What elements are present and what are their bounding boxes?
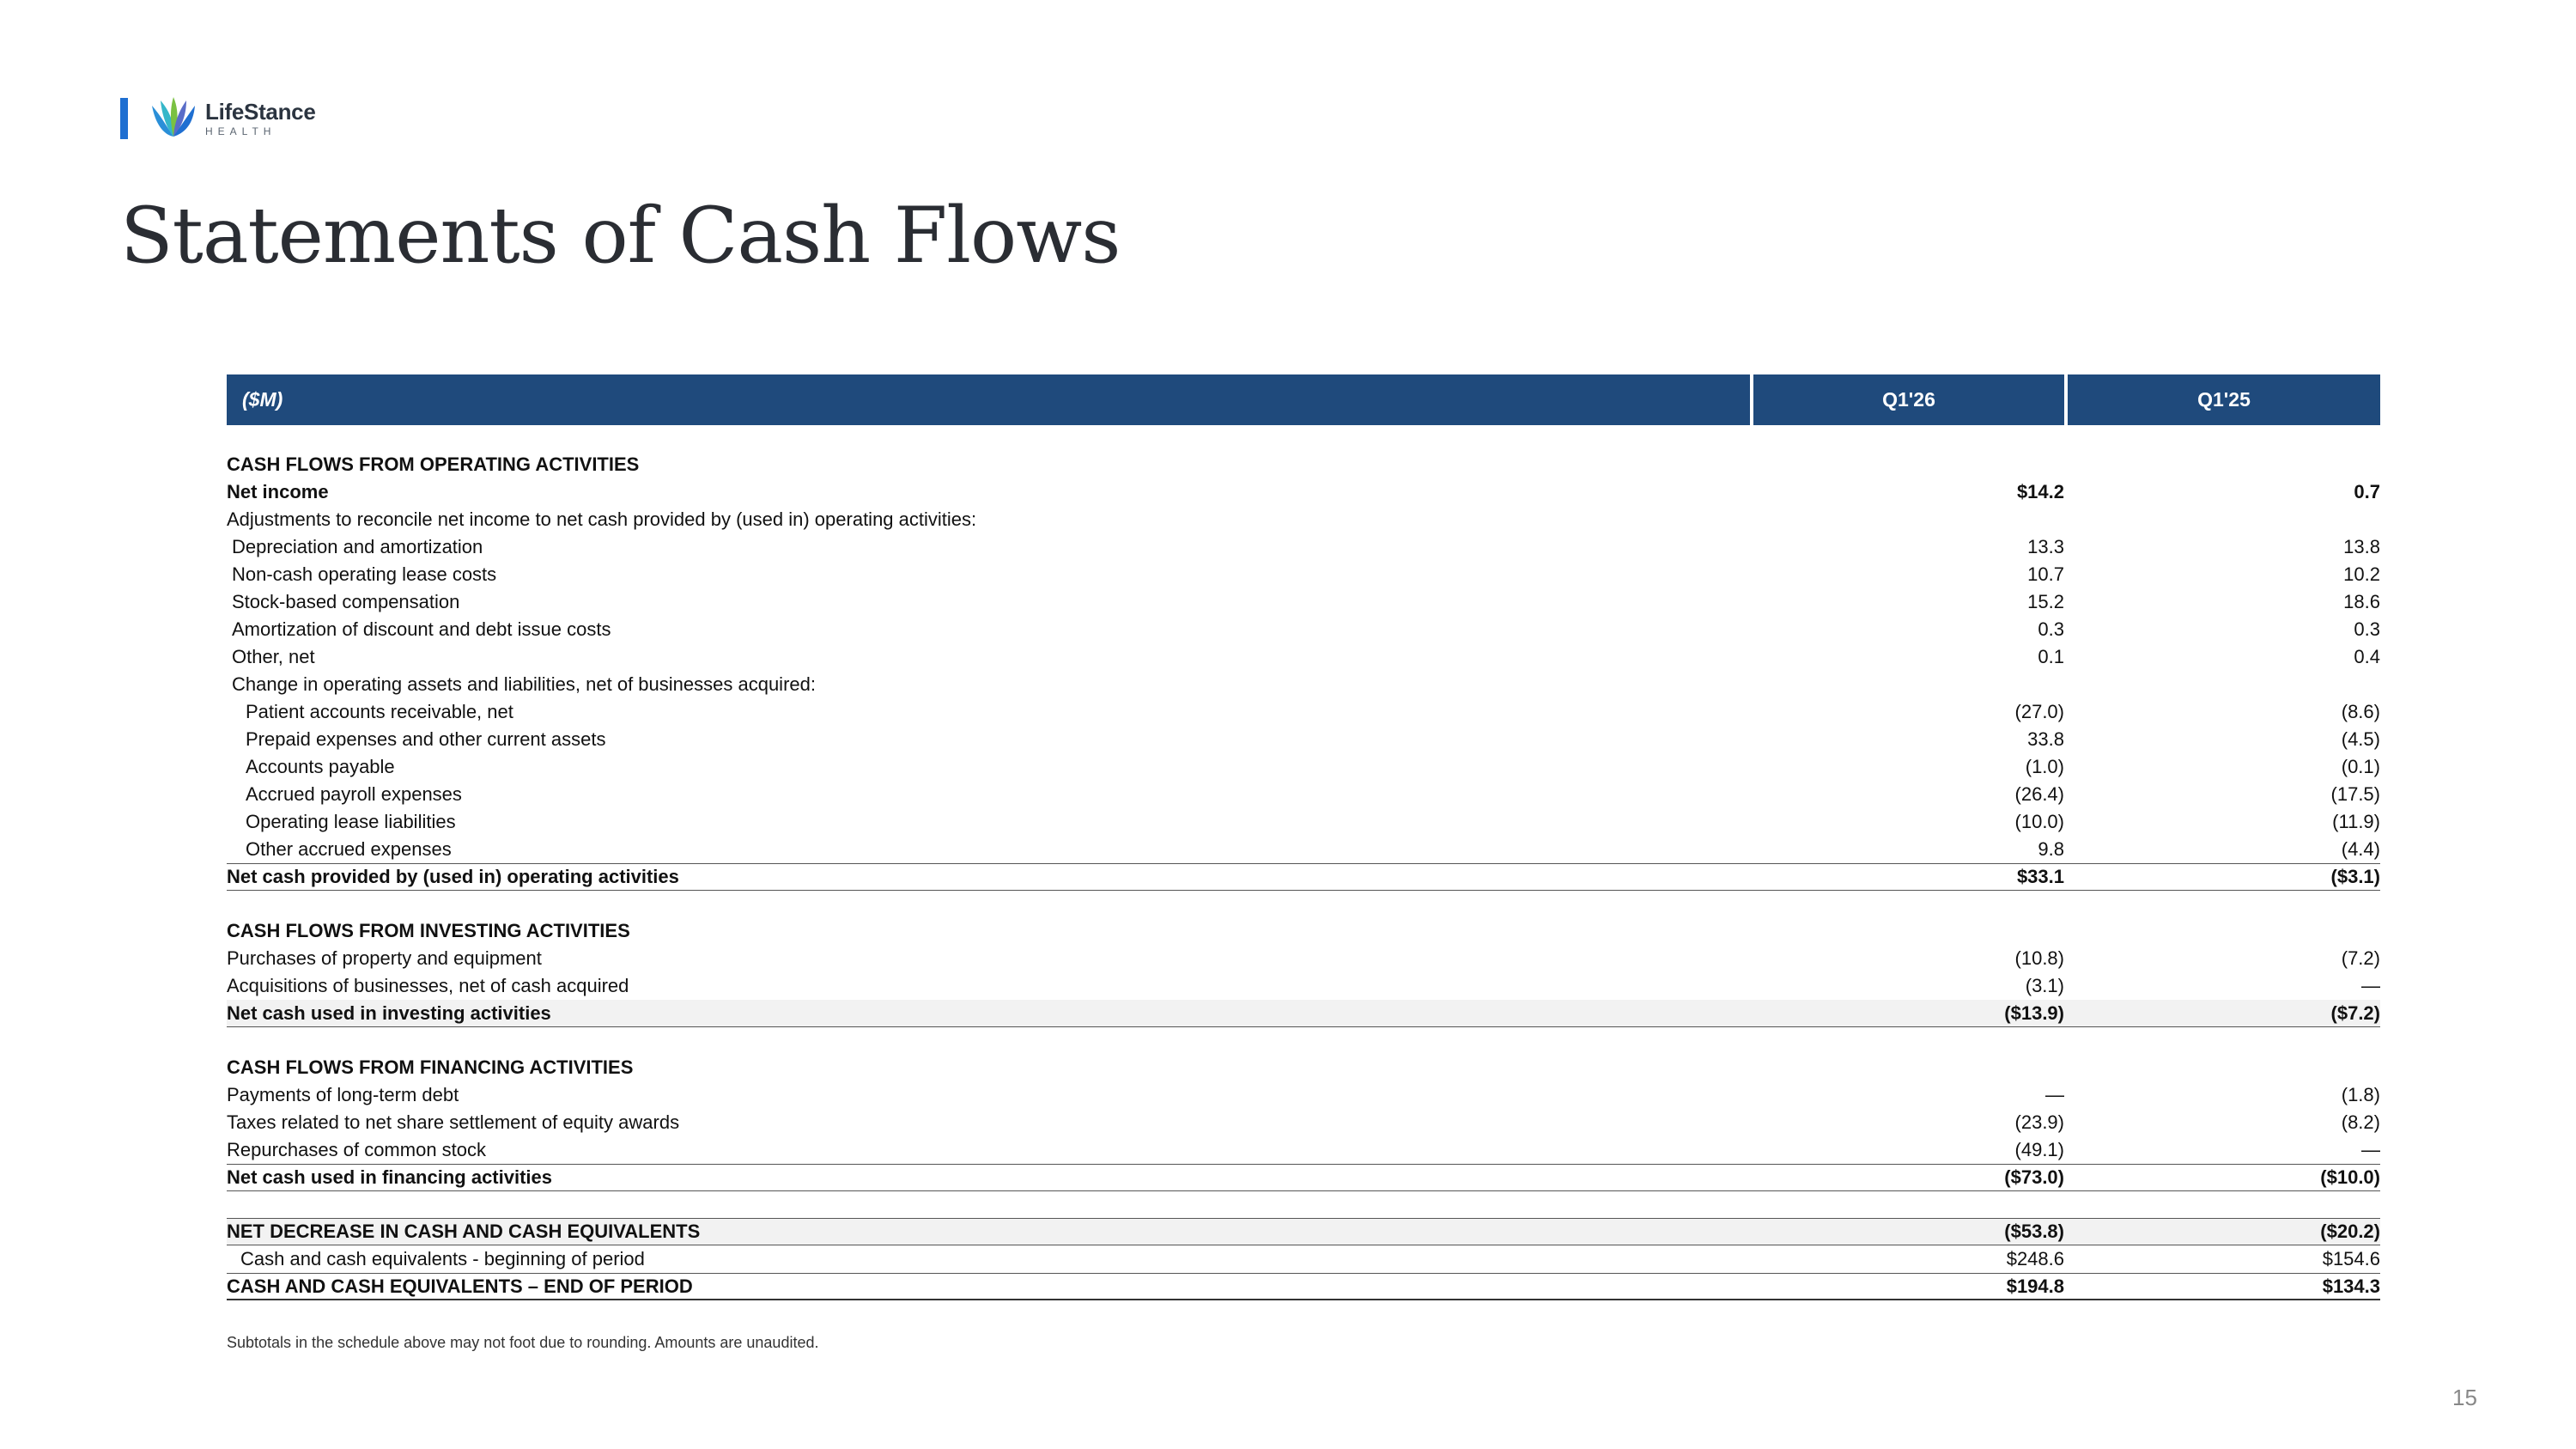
table-row: Payments of long-term debt — (1.8) — [227, 1084, 2380, 1105]
ending-cash-row: CASH AND CASH EQUIVALENTS – END OF PERIOD $194.8 $134.3 — [227, 1273, 2380, 1300]
table-row: Prepaid expenses and other current assets 33.8 (4.5) — [246, 728, 2380, 750]
table-row: Depreciation and amortization 13.3 13.8 — [232, 536, 2380, 557]
table-row: Repurchases of common stock (49.1) — — [227, 1139, 2380, 1160]
logo-name: LifeStance — [205, 99, 316, 125]
footnote: Subtotals in the schedule above may not foot due to rounding. Amounts are unaudited. — [227, 1334, 819, 1351]
operating-total-row: Net cash provided by (used in) operating activities $33.1 ($3.1) — [227, 863, 2380, 891]
table-row: Non-cash operating lease costs 10.7 10.2 — [232, 563, 2380, 585]
company-logo — [120, 93, 316, 144]
table-header — [227, 374, 2380, 425]
table-row: Stock-based compensation 15.2 18.6 — [232, 591, 2380, 612]
table-row: Purchases of property and equipment (10.8) (7.2) — [227, 947, 2380, 969]
cash-flow-table — [227, 374, 2380, 1300]
logo-subtitle: HEALTH — [205, 125, 276, 137]
table-row: Patient accounts receivable, net (27.0) (8.6) — [246, 701, 2380, 722]
adjustments-label-row: Adjustments to reconcile net income to net cash provided by (used in) operating activities: — [227, 508, 977, 530]
beginning-cash-row: Cash and cash equivalents - beginning of period $248.6 $154.6 — [240, 1248, 2380, 1269]
changes-label-row: Change in operating assets and liabilities, net of businesses acquired: — [232, 673, 816, 695]
header-col-q1-26: Q1'26 — [1753, 374, 2064, 425]
table-row: Taxes related to net share settlement of equity awards (23.9) (8.2) — [227, 1111, 2380, 1133]
table-row: Other, net 0.1 0.4 — [232, 646, 2380, 667]
page-title: Statements of Cash Flows — [120, 191, 1121, 281]
net-decrease-row: NET DECREASE IN CASH AND CASH EQUIVALENTS ($53.8) ($20.2) — [227, 1218, 2380, 1245]
page-number: 15 — [2452, 1385, 2477, 1410]
section-heading-operating: CASH FLOWS FROM OPERATING ACTIVITIES — [227, 454, 640, 475]
lifestance-logo-icon — [147, 94, 200, 143]
section-heading-investing: CASH FLOWS FROM INVESTING ACTIVITIES — [227, 920, 630, 941]
table-row: Accrued payroll expenses (26.4) (17.5) — [246, 783, 2380, 805]
investing-total-row: Net cash used in investing activities ($13.9) ($7.2) — [227, 1000, 2380, 1027]
header-col-q1-25: Q1'25 — [2068, 374, 2380, 425]
table-row: Other accrued expenses 9.8 (4.4) — [246, 838, 2380, 860]
financing-total-row: Net cash used in financing activities ($73.0) ($10.0) — [227, 1164, 2380, 1191]
section-heading-financing: CASH FLOWS FROM FINANCING ACTIVITIES — [227, 1056, 634, 1078]
table-row: Accounts payable (1.0) (0.1) — [246, 756, 2380, 777]
table-row: Amortization of discount and debt issue costs 0.3 0.3 — [232, 618, 2380, 640]
header-units-label: ($M) — [227, 374, 1750, 425]
table-row: Acquisitions of businesses, net of cash acquired (3.1) — — [227, 975, 2380, 996]
logo-accent-bar — [120, 98, 128, 139]
net-income-row: Net income $14.2 0.7 — [227, 481, 2380, 502]
table-row: Operating lease liabilities (10.0) (11.9) — [246, 811, 2380, 832]
